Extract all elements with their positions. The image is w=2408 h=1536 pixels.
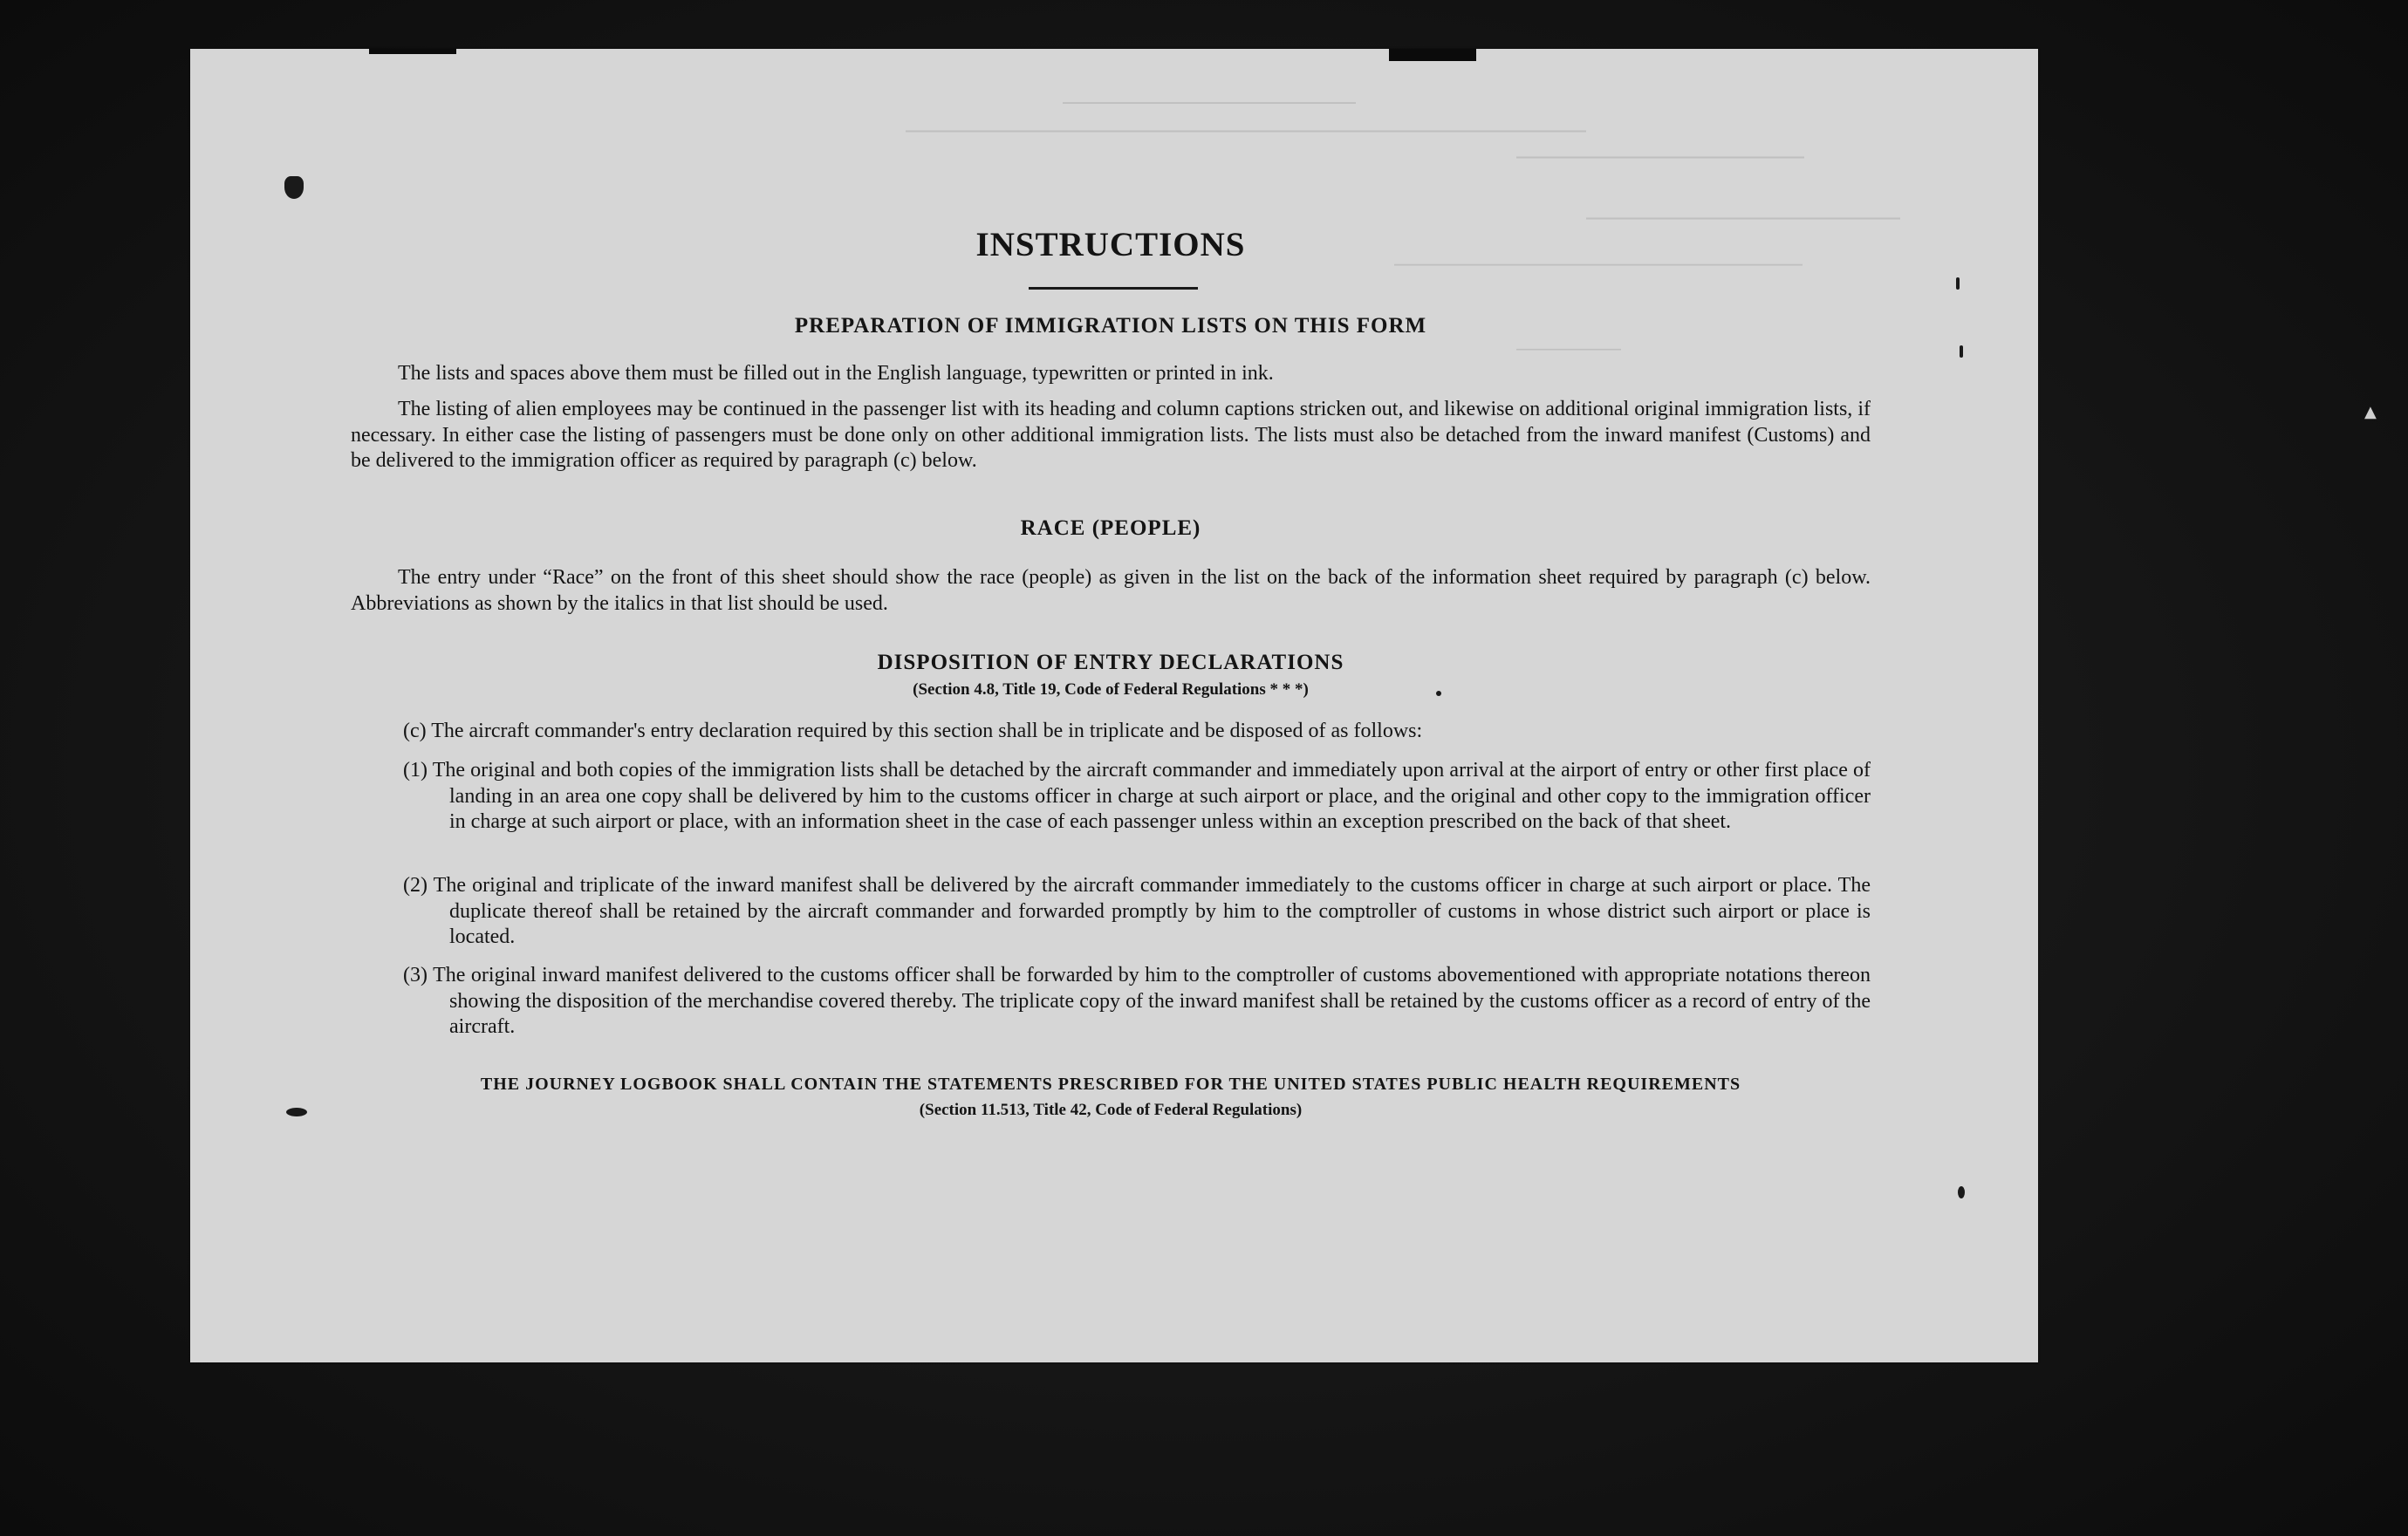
title-underline (1029, 287, 1198, 290)
bleed-through-ghost-6: ————— (1516, 337, 1621, 360)
paragraph-c-intro: (c) The aircraft commander's entry declaration required by this section shall be in triplicate and be disposed of as follows: (403, 720, 1423, 742)
paragraph-lists-language-text: The lists and spaces above them must be filled out in the English language, typewritten or printed in ink. (398, 362, 1274, 385)
ink-speck (286, 1108, 307, 1116)
paragraph-lists-language (351, 361, 1871, 387)
paragraph-alien-employees (351, 397, 1871, 474)
footer-heading-logbook: THE JOURNEY LOGBOOK SHALL CONTAIN THE STATEMENTS PRESCRIBED FOR THE UNITED STATES PUBLIC HEALTH REQUIREMENTS (480, 1075, 1741, 1094)
bleed-through-ghost-5: —————————————————— (1394, 249, 1803, 276)
section-heading-disposition: DISPOSITION OF ENTRY DECLARATIONS (877, 651, 1344, 674)
list-item-1: (1) The original and both copies of the immigration lists shall be detached by the aircraft commander and immediately upon arrival at the airport of entry or other first place of landing in an area one copy shall be delivered by him to the customs officer in charge at such airport or place, and the original and other copy to the immigration officer in charge at such airport or place, with an information sheet in the case of each passenger unless within an exception prescribed on the back of that sheet. (403, 759, 1871, 833)
bleed-through-ghost-4: ———————————— (1586, 202, 1900, 231)
paragraph-race (351, 565, 1871, 617)
bleed-through-ghost-1: ———————————— (1063, 87, 1356, 114)
paragraph-alien-employees-text: The listing of alien employees may be continued in the passenger list with its heading and column captions stricken out, and likewise on additional original immigration lists, if necessary. In either case the listing of passengers must be done only on other additional immigration lists. The lists must also be detached from the inward manifest (Customs) and be delivered to the immigration officer as required by paragraph (c) below. (351, 398, 1871, 472)
paragraph-race-text: The entry under “Race” on the front of this sheet should show the race (people) as given in the list on the back of the information sheet required by paragraph (c) below. Abbreviations as shown by the italics in that list should be used. (351, 566, 1871, 615)
section-heading-race: RACE (PEOPLE) (1020, 516, 1201, 540)
ink-speck (1958, 1186, 1965, 1198)
top-left-tape (369, 49, 456, 54)
ink-speck (1960, 345, 1963, 358)
section-heading-preparation: PREPARATION OF IMMIGRATION LISTS ON THIS FORM (794, 314, 1427, 338)
ink-speck (1956, 277, 1960, 290)
page-title: INSTRUCTIONS (975, 226, 1246, 263)
list-item-2: (2) The original and triplicate of the inward manifest shall be delivered by the aircraft commander immediately to the customs officer in charge at such airport or place. The duplicate thereof shall be retained by the aircraft commander and forwarded promptly by him to the comptroller of customs in whose district such airport or place is located. (403, 874, 1871, 948)
section-subheading-disposition: (Section 4.8, Title 19, Code of Federal Regulations * * *) (913, 680, 1309, 699)
ink-speck (284, 176, 304, 199)
footer-subheading-regulations: (Section 11.513, Title 42, Code of Federal Regulations) (919, 1101, 1303, 1119)
list-item-3: (3) The original inward manifest delivered to the customs officer shall be forwarded by him to the comptroller of customs abovementioned with appropriate notations thereon showing the disposition of the merchandise covered thereby. The triplicate copy of the inward manifest shall be retained by the customs officer as a record of entry of the aircraft. (403, 964, 1871, 1038)
top-right-tape (1389, 49, 1476, 61)
bleed-through-ghost-2: —————————————————————————— (906, 115, 1586, 144)
edge-arrow-mark: ▲ (2364, 403, 2377, 421)
bleed-through-ghost-3: ——————————— (1516, 141, 1804, 170)
document-page (190, 49, 2038, 1362)
